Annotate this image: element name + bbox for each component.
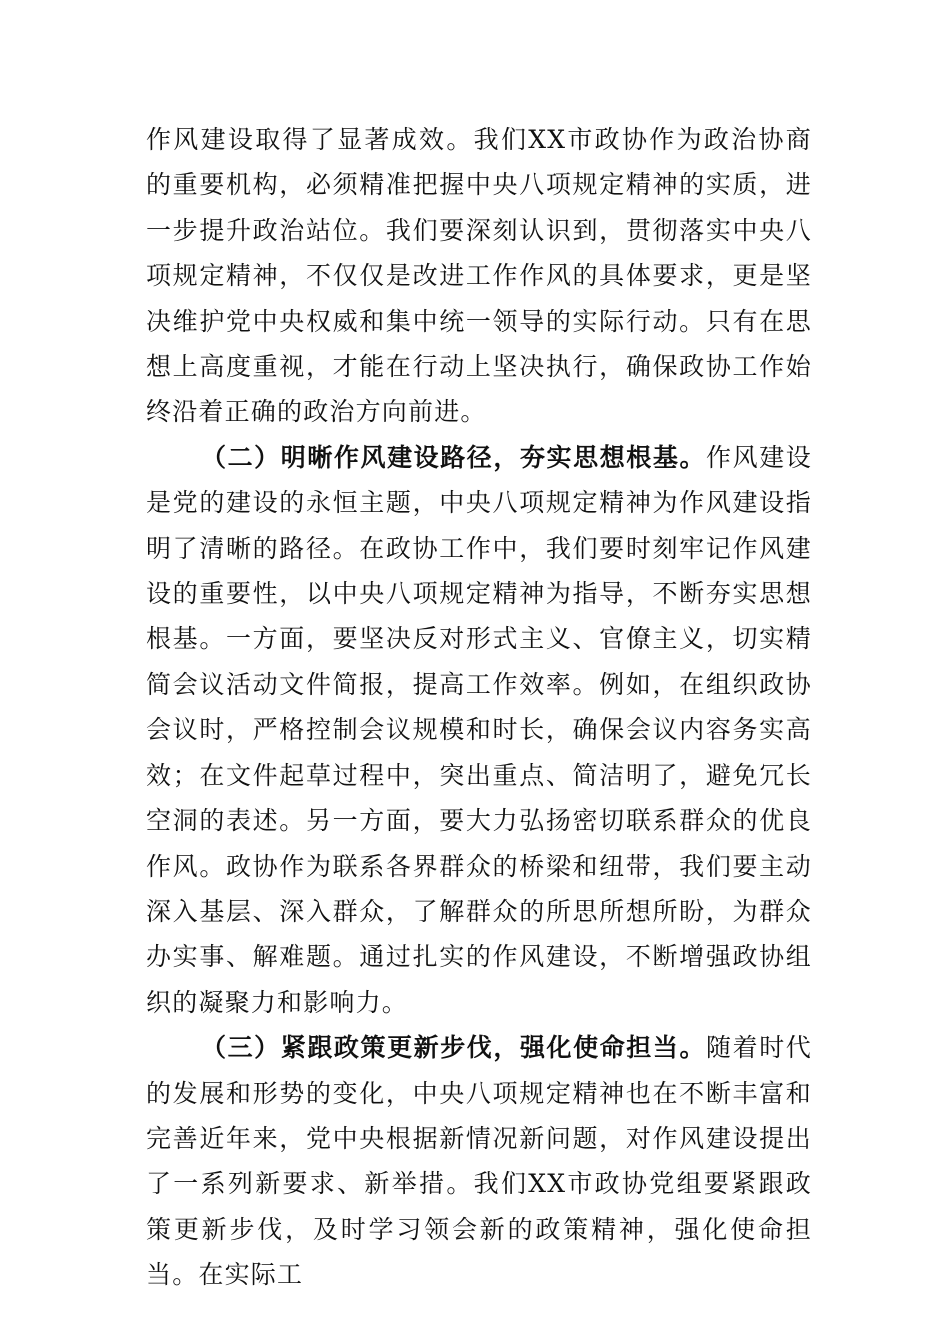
paragraph-2-text: 作风建设是党的建设的永恒主题，中央八项规定精神为作风建设指明了清晰的路径。在政协工作中，我们要时刻牢记作风建设的重要性，以中央八项规定精神为指导，不断夯实思想根基。一方面，要坚决反对形式主义、官僚主义，切实精简会议活动文件简报，提高工作效率。例如，在组织政协会议时，严格控制会议规模和时长，确保会议内容务实高效；在文件起草过程中，突出重点、简洁明了，避免冗长空洞的表述。另一方面，要大力弘扬密切联系群众的优良作风。政协作为联系各界群众的桥梁和纽带，我们要主动深入基层、深入群众，了解群众的所思所想所盼，为群众办实事、解难题。通过扎实的作风建设，不断增强政协组织的凝聚力和影响力。 (146, 442, 812, 1017)
section-heading-2: （二）明晰作风建设路径，夯实思想根基。 (201, 442, 707, 472)
paragraph-3-text: 随着时代的发展和形势的变化，中央八项规定精神也在不断丰富和完善近年来，党中央根据新情况新问题，对作风建设提出了一系列新要求、新举措。我们XX市政协党组要紧跟政策更新步伐，及时学习领会新的政策精神，强化使命担当。在实际工 (146, 1033, 812, 1290)
paragraph-3 (146, 1025, 812, 1297)
body-text (146, 117, 812, 1298)
paragraph-2 (146, 435, 812, 1025)
paragraph-1-text: 作风建设取得了显著成效。我们XX市政协作为政治协商的重要机构，必须精准把握中央八项规定精神的实质，进一步提升政治站位。我们要深刻认识到，贯彻落实中央八项规定精神，不仅仅是改进工作作风的具体要求，更是坚决维护党中央权威和集中统一领导的实际行动。只有在思想上高度重视，才能在行动上坚决执行，确保政协工作始终沿着正确的政治方向前进。 (146, 125, 812, 427)
section-heading-3: （三）紧跟政策更新步伐，强化使命担当。 (201, 1033, 707, 1063)
paragraph-1 (146, 117, 812, 435)
